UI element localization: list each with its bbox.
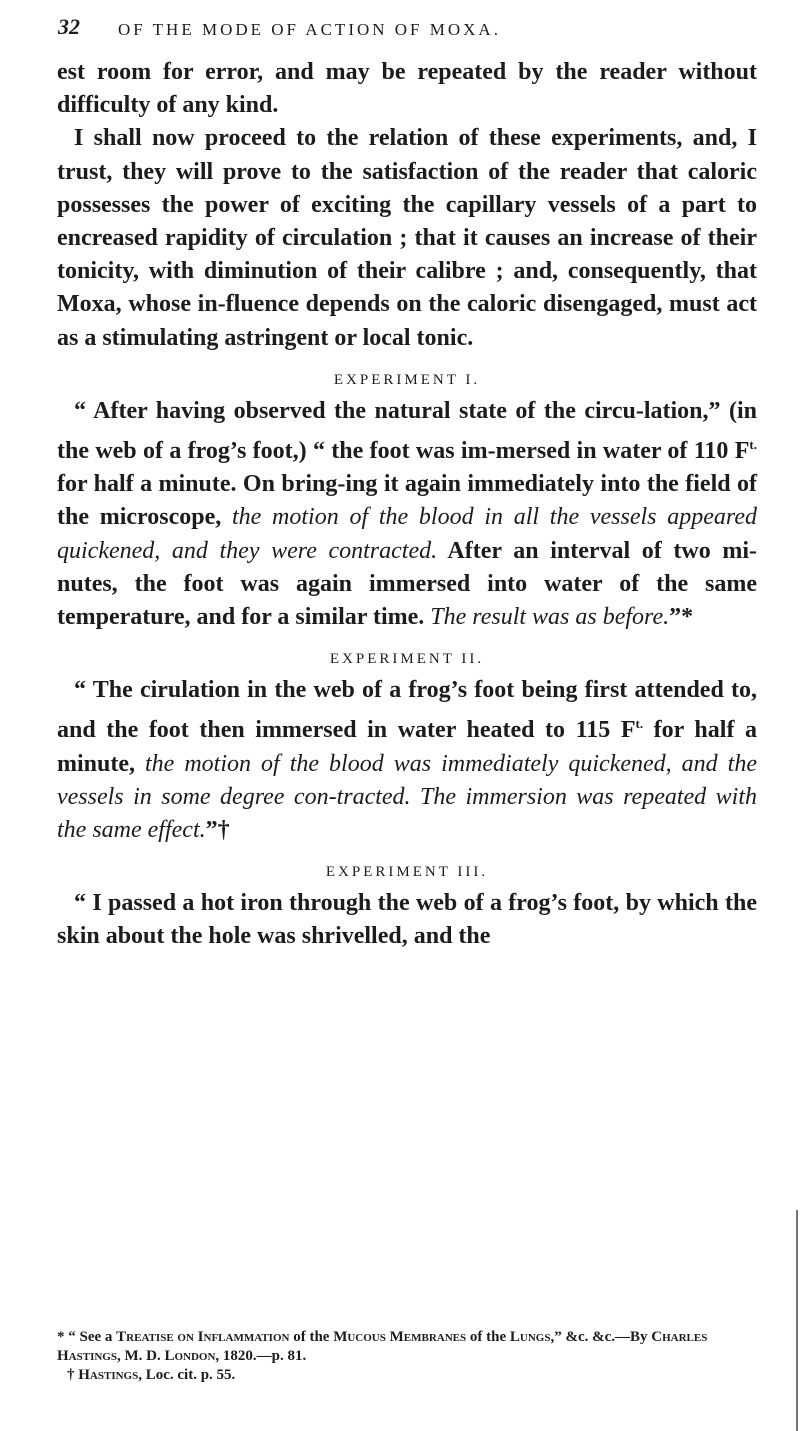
- page-header: [58, 10, 758, 50]
- experiment-3-text: “ I passed a hot iron through the web of a frog’s foot, by which the skin about the hole was shrivelled, and the: [57, 890, 757, 950]
- paragraph-continuation: est room for error, and may be repeated by the reader without difficulty of any kind.: [57, 59, 757, 119]
- experiment-1-heading: EXPERIMENT I.: [333, 371, 481, 388]
- footnote-1: * “ See a Treatise on Inflammation of the Mucous Membranes of the Lungs,” &c. &c.—By Charles Hastings, M. D. London, 1820.—p. 81.: [57, 1329, 708, 1364]
- page-edge-shadow: [796, 1210, 798, 1431]
- experiment-2-heading: EXPERIMENT II.: [329, 651, 485, 668]
- paragraph-intro: I shall now proceed to the relation of these experiments, and, I trust, they will prove to the satisfaction of the reader that caloric possesses the power of exciting the capillary vessels of a part to encreased rapidity of circulation ; that it causes an increase of their tonicity, with diminution of their calibre ; and, consequently, that Moxa, whose in-fluence depends on the caloric disengaged, must act as a stimulating astringent or local tonic.: [57, 125, 757, 351]
- experiment-3-heading: EXPERIMENT III.: [325, 864, 489, 881]
- footnotes: [57, 1328, 757, 1385]
- page-number: 32: [58, 14, 80, 39]
- running-title: OF THE MODE OF ACTION OF MOXA.: [118, 20, 501, 39]
- footnote-2: † Hastings, Loc. cit. p. 55.: [67, 1367, 236, 1383]
- body-text: [57, 56, 757, 954]
- experiment-1-text: “ After having observed the natural state of the circu-lation,” (in the web of a frog’s foot,) “ the foot was im-mersed in water of 110 $F^{t.}$ for half a minute. On bring-ing it again immediately into the field of the microscope, the motion of the blood in all the vessels appeared quickened, and they were contracted. After an interval of two mi-nutes, the foot was again immersed into water of the same temperature, and for a similar time. The result was as before.”*: [57, 397, 758, 631]
- experiment-2-text: “ The cirulation in the web of a frog’s foot being first attended to, and the foot then immersed in water heated to 115 $F^{t.}$ for half a minute, the motion of the blood was immediately quickened, and the vessels in some degree con-tracted. The immersion was repeated with the same effect.”†: [57, 677, 758, 844]
